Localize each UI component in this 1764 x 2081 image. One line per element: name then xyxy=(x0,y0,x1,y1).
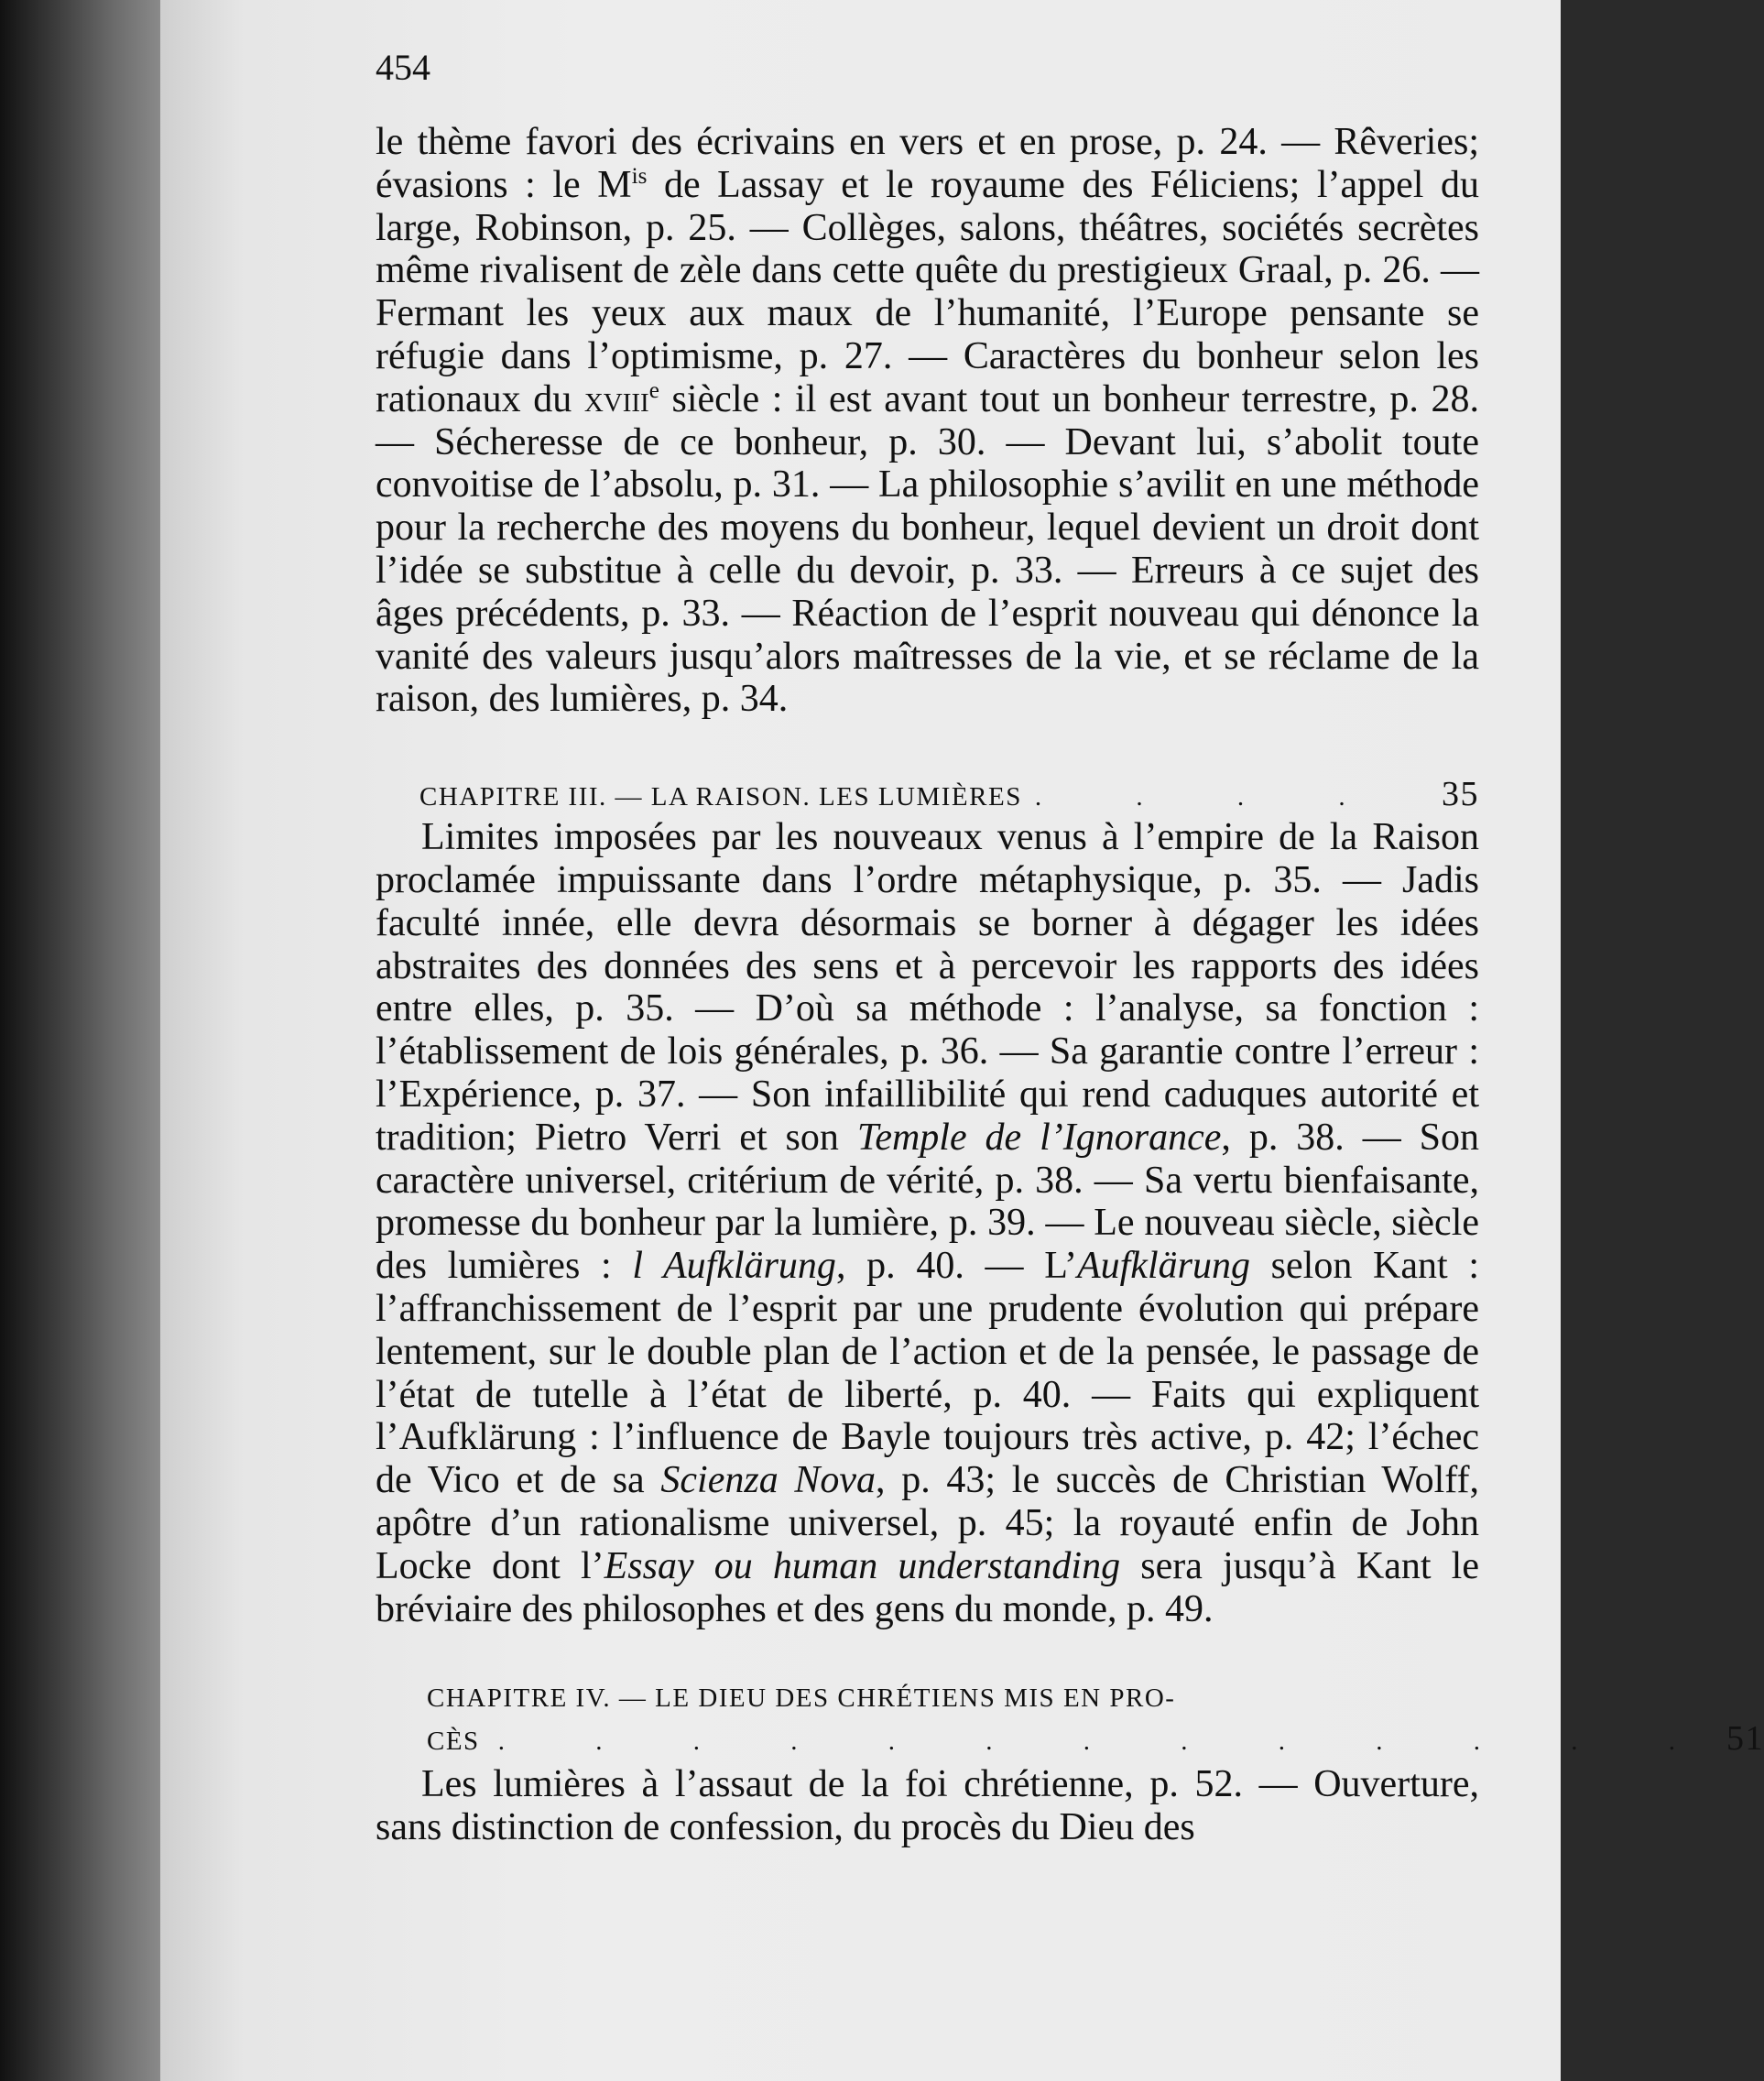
aufklarung-term: l Aufklärung xyxy=(632,1245,836,1288)
page-content xyxy=(376,37,1764,1849)
temple-title: Temple de l’Ignorance xyxy=(856,1116,1222,1159)
intro-text-2: de Lassay et le royaume des Féliciens; l’appel du large, Robinson, p. 25. — Collèges, salons, théâtres, sociétés secrètes même rivalisent de zèle dans cette quête du prestigieux Graal, p. 26. — Fermant les yeux aux maux de l’humanité, l’Europe pensante se réfugie dans l’optimisme, p. 27. — Caractères du bonheur selon les rationaux du xyxy=(376,163,1479,420)
chapter-3-text-4: selon Kant : l’affranchissement de l’esprit par une prudente évolution qui prépare lentement, sur le double plan de l’action et de la pensée, le passage de l’état de tutelle à l’état de liberté, p. 40. — Faits qui expliquent l’Aufklärung : l’influence de Bayle toujours très active, p. 42; l’échec de Vico et de sa xyxy=(376,1245,1480,1502)
chapter-4-page: 51 xyxy=(1726,1719,1764,1759)
intro-text-3: siècle : il est avant tout un bonheur terrestre, p. 28. — Sécheresse de ce bonheur, p. 30. — Devant lui, s’abolit toute convoitise de l’absolu, p. 31. — La philosophie s’avilit en une méthode pour la recherche des moyens du bonheur, lequel devient un droit dont l’idée se substitue à celle du devoir, p. 33. — Erreurs à ce sujet des âges précédents, p. 33. — Réaction de l’esprit nouveau qui dénonce la vanité des valeurs jusqu’alors maîtresses de la vie, et se réclame de la raison, des lumières, p. 34. xyxy=(376,377,1479,721)
chapter-3-summary xyxy=(376,816,1479,1630)
page-number: 454 xyxy=(376,47,430,88)
chapter-4-heading xyxy=(376,1678,1764,1761)
chapter-4-title-line-1: CHAPITRE IV. — LE DIEU DES CHRÉTIENS MIS EN PRO- xyxy=(427,1683,1176,1714)
chapter-3-text-5: , p. 43; le succès de Christian Wolff, apôtre d’un rationalisme universel, p. 45; la royauté enfin de John Locke dont l’ xyxy=(376,1459,1479,1587)
century-superscript: e xyxy=(648,377,659,403)
intro-superscript-is: is xyxy=(631,163,648,189)
chapter-4-leader-dots: . . . . . . . . . . . . . xyxy=(497,1727,1717,1757)
chapter-3-leader-dots: . . . . xyxy=(1034,782,1389,812)
chapter-3-text-6: sera jusqu’à Kant le bréviaire des philosophes et des gens du monde, p. 49. xyxy=(376,1544,1479,1630)
intro-text-1: le thème favori des écrivains en vers et en prose, p. 24. — Rêveries; évasions : le M xyxy=(376,121,1479,206)
chapter-3-heading xyxy=(376,774,1479,814)
intro-paragraph xyxy=(376,121,1479,721)
essay-title: Essay ou human understanding xyxy=(604,1544,1121,1587)
chapter-3-text-1: Limites imposées par les nouveaux venus à l’empire de la Raison proclamée impuissante dans l’ordre métaphysique, p. 35. — Jadis faculté innée, elle devra désormais se borner à dégager les idées abstraites des données des sens et à percevoir les rapports des idées entre elles, p. 35. — D’où sa méthode : l’analyse, sa fonction : l’établissement de lois générales, p. 36. — Sa garantie contre l’erreur : l’Expérience, p. 37. — Son infaillibilité qui rend caduques autorité et tradition; Pietro Verri et son xyxy=(376,816,1479,1159)
chapter-4-title-line-2: CÈS xyxy=(427,1727,480,1757)
chapter-4-summary: Les lumières à l’assaut de la foi chrétienne, p. 52. — Ouverture, sans distinction de confession, du procès du Dieu des xyxy=(376,1763,1479,1849)
chapter-3-text-2: , p. 38. — Son caractère universel, critérium de vérité, p. 38. — Sa vertu bienfaisante, promesse du bonheur par la lumière, p. 39. — Le nouveau siècle, siècle des lumières : xyxy=(376,1116,1480,1288)
book-page xyxy=(160,0,1764,2081)
century-numeral: xviii xyxy=(583,377,649,420)
aufklarung-term-2: Aufklärung xyxy=(1076,1245,1250,1288)
chapter-3-page: 35 xyxy=(1442,775,1479,814)
scienza-nova-title: Scienza Nova xyxy=(660,1459,877,1502)
chapter-4-title-line-2-row xyxy=(427,1718,1764,1761)
book-spine-shadow xyxy=(0,0,160,2081)
chapter-3-text-3: , p. 40. — L’ xyxy=(835,1245,1077,1288)
chapter-3-title: CHAPITRE III. — LA RAISON. LES LUMIÈRES xyxy=(419,782,1022,812)
